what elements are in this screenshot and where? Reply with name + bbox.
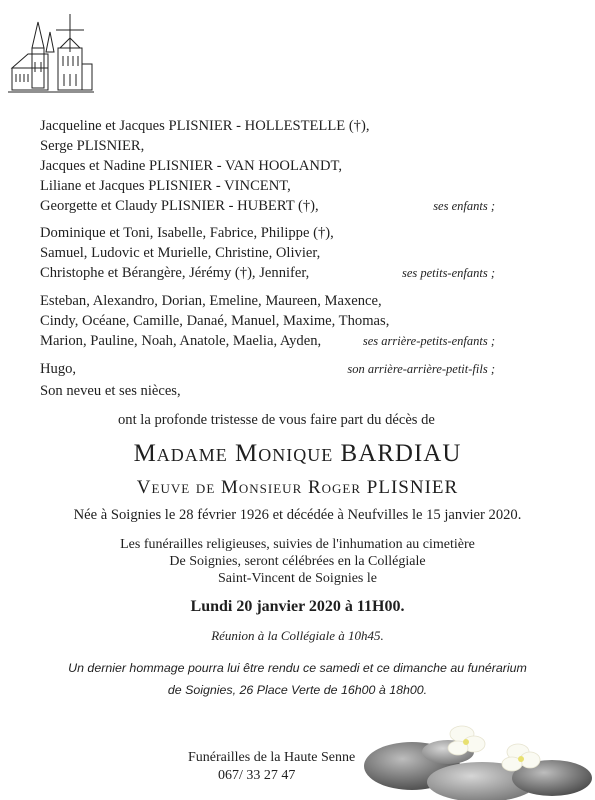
family-line: Georgette et Claudy PLISNIER - HUBERT (†), bbox=[40, 198, 319, 214]
funeral-line: Saint-Vincent de Soignies le bbox=[218, 571, 377, 586]
church-icon bbox=[8, 12, 94, 98]
announcement-text: ont la profonde tristesse de vous faire part du décès de bbox=[118, 412, 435, 428]
family-line: Christophe et Bérangère, Jérémy (†), Jennifer, bbox=[40, 265, 310, 281]
birth-death-dates: Née à Soignies le 28 février 1926 et décédée à Neufvilles le 15 janvier 2020. bbox=[73, 507, 522, 523]
relation-label: ses enfants ; bbox=[433, 199, 495, 213]
funeral-line: De Soignies, seront célébrées en la Collégiale bbox=[169, 554, 426, 569]
family-line: Esteban, Alexandro, Dorian, Emeline, Maureen, Maxence, bbox=[40, 293, 382, 309]
meeting-info: Réunion à la Collégiale à 10h45. bbox=[211, 628, 384, 643]
tribute-line: de Soignies, 26 Place Verte de 16h00 à 18h00. bbox=[167, 683, 428, 697]
funeral-home-name: Funérailles de la Haute Senne bbox=[188, 750, 356, 765]
funeral-line: Les funérailles religieuses, suivies de l'inhumation au cimetière bbox=[120, 537, 475, 552]
funeral-home-phone: 067/ 33 27 47 bbox=[218, 768, 296, 783]
family-line: Jacques et Nadine PLISNIER - VAN HOOLANDT, bbox=[40, 158, 342, 174]
family-line: Samuel, Ludovic et Murielle, Christine, Olivier, bbox=[40, 245, 321, 261]
family-line: Son neveu et ses nièces, bbox=[40, 383, 181, 399]
family-line: Jacqueline et Jacques PLISNIER - HOLLESTELLE (†), bbox=[40, 118, 370, 134]
family-line: Marion, Pauline, Noah, Anatole, Maelia, Ayden, bbox=[40, 333, 322, 349]
family-line: Hugo, bbox=[40, 361, 77, 377]
family-line: Dominique et Toni, Isabelle, Fabrice, Philippe (†), bbox=[40, 225, 334, 241]
relation-label: son arrière-arrière-petit-fils ; bbox=[347, 362, 495, 376]
relation-label: ses arrière-petits-enfants ; bbox=[362, 334, 495, 348]
relation-label: ses petits-enfants ; bbox=[401, 266, 495, 280]
widow-of: Veuve de Monsieur Roger PLISNIER bbox=[136, 477, 459, 498]
family-line: Serge PLISNIER, bbox=[40, 138, 145, 154]
stones-flower-image bbox=[362, 722, 595, 800]
funeral-datetime: Lundi 20 janvier 2020 à 11H00. bbox=[190, 598, 405, 615]
family-line: Liliane et Jacques PLISNIER - VINCENT, bbox=[40, 178, 291, 194]
family-line: Cindy, Océane, Camille, Danaé, Manuel, Maxime, Thomas, bbox=[40, 313, 390, 329]
tribute-line: Un dernier hommage pourra lui être rendu ce samedi et ce dimanche au funérarium bbox=[68, 661, 527, 675]
deceased-name: Madame Monique BARDIAU bbox=[133, 440, 462, 467]
